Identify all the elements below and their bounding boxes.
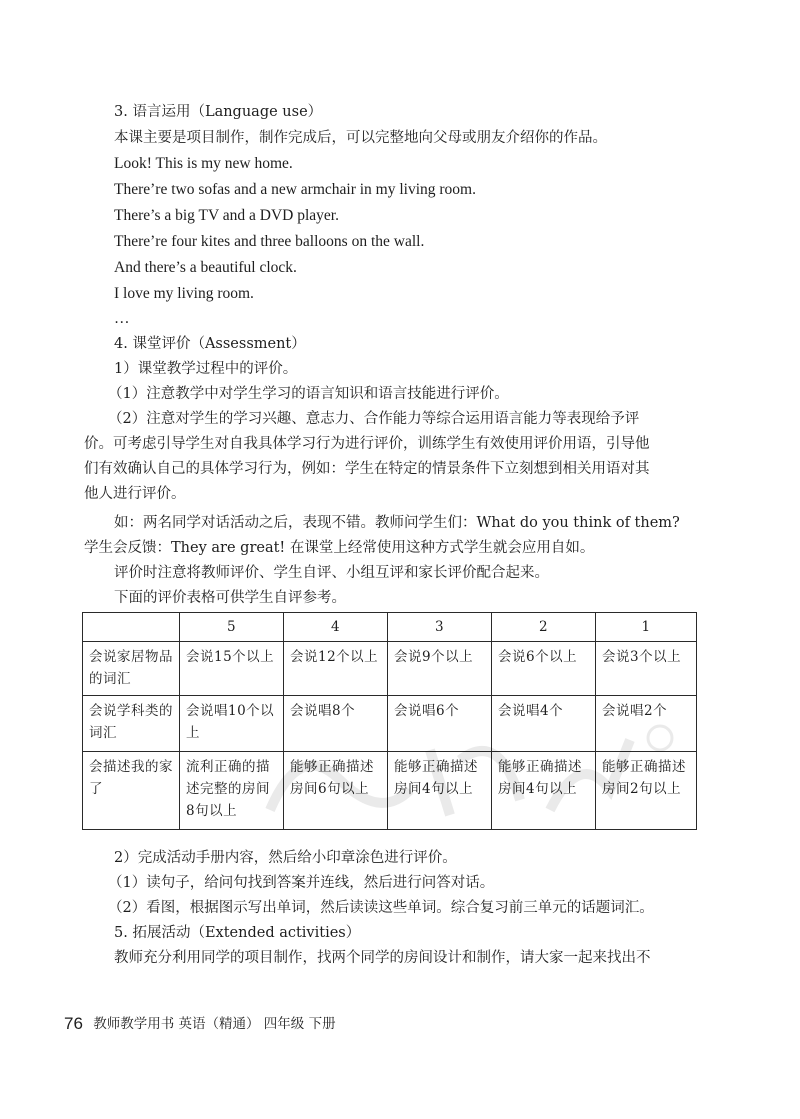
- assessment-point-1a: （1）注意教学中对学生学习的语言知识和语言技能进行评价。: [108, 386, 509, 402]
- section-5-text: 教师充分利用同学的项目制作，找两个同学的房间设计和制作，请大家一起来找出不: [114, 950, 651, 966]
- table-intro: 下面的评价表格可供学生自评参考。: [114, 590, 346, 606]
- table-cell: 会说9个以上: [388, 642, 492, 696]
- table-cell: 会说12个以上: [284, 642, 388, 696]
- completion-point-2a: （1）读句子，给问句找到答案并连线，然后进行问答对话。: [108, 875, 495, 891]
- table-row: [83, 642, 697, 696]
- page-number: 76: [64, 1014, 83, 1033]
- row-label: 会说学科类的词汇: [83, 696, 180, 752]
- section-4-heading: 4. 课堂评价（Assessment）: [114, 336, 306, 352]
- table-row: [83, 696, 697, 752]
- completion-point-2b: （2）看图，根据图示写出单词，然后读读这些单词。综合复习前三单元的话题词汇。: [108, 900, 654, 916]
- table-cell: 会说唱6个: [388, 696, 492, 752]
- table-cell: 会说6个以上: [492, 642, 596, 696]
- example-paragraph-line: 如：两名同学对话活动之后，表现不错。教师问学生们：What do you think of them?: [114, 515, 680, 531]
- example-sentence: I love my living room.: [114, 285, 254, 302]
- table-cell: 会说3个以上: [596, 642, 697, 696]
- example-sentence: Look! This is my new home.: [114, 155, 293, 172]
- table-header-cell: [83, 613, 180, 642]
- completion-point-2: 2）完成活动手册内容，然后给小印章涂色进行评价。: [114, 850, 457, 866]
- row-label: 会说家居物品的词汇: [83, 642, 180, 696]
- assessment-note: 评价时注意将教师评价、学生自评、小组互评和家长评价配合起来。: [114, 565, 549, 581]
- assessment-point-1b-line: （2）注意对学生的学习兴趣、意志力、合作能力等综合运用语言能力等表现给予评: [108, 411, 640, 427]
- table-cell: 会说唱8个: [284, 696, 388, 752]
- example-paragraph-line: 学生会反馈：They are great! 在课堂上经常使用这种方式学生就会应用自如。: [84, 540, 595, 556]
- assessment-point-1: 1）课堂教学过程中的评价。: [114, 361, 298, 377]
- example-sentence: There’re two sofas and a new armchair in my living room.: [114, 181, 476, 198]
- table-cell: 能够正确描述房间4句以上: [388, 752, 492, 830]
- page-footer: [64, 1012, 336, 1034]
- ellipsis: …: [114, 310, 130, 327]
- assessment-point-1b-line: 价。可考虑引导学生对自我具体学习行为进行评价，训练学生有效使用评价用语，引导他: [84, 436, 650, 452]
- section-3-intro: 本课主要是项目制作，制作完成后，可以完整地向父母或朋友介绍你的作品。: [114, 130, 607, 146]
- row-label: 会描述我的家了: [83, 752, 180, 830]
- example-sentence: And there’s a beautiful clock.: [114, 259, 297, 276]
- table-cell: 能够正确描述房间4句以上: [492, 752, 596, 830]
- book-title: 教师教学用书 英语（精通） 四年级 下册: [93, 1016, 336, 1032]
- section-3-heading: 3. 语言运用（Language use）: [114, 104, 323, 120]
- assessment-point-1b-line: 他人进行评价。: [84, 486, 186, 502]
- table-header-cell: 4: [284, 613, 388, 642]
- assessment-table: [82, 612, 697, 830]
- table-header-cell: 3: [388, 613, 492, 642]
- table-cell: 流利正确的描述完整的房间8句以上: [180, 752, 284, 830]
- table-cell: 会说唱2个: [596, 696, 697, 752]
- example-sentence: There’re four kites and three balloons on the wall.: [114, 233, 425, 250]
- assessment-point-1b-line: 们有效确认自己的具体学习行为，例如：学生在特定的情景条件下立刻想到相关用语对其: [84, 461, 650, 477]
- table-header-row: [83, 613, 697, 642]
- section-5-heading: 5. 拓展活动（Extended activities）: [114, 925, 361, 941]
- table-header-cell: 2: [492, 613, 596, 642]
- example-sentence: There’s a big TV and a DVD player.: [114, 207, 339, 224]
- table-cell: 会说唱10个以上: [180, 696, 284, 752]
- table-cell: 会说唱4个: [492, 696, 596, 752]
- table-cell: 能够正确描述房间6句以上: [284, 752, 388, 830]
- table-cell: 会说15个以上: [180, 642, 284, 696]
- table-header-cell: 5: [180, 613, 284, 642]
- table-cell: 能够正确描述房间2句以上: [596, 752, 697, 830]
- table-row: [83, 752, 697, 830]
- table-header-cell: 1: [596, 613, 697, 642]
